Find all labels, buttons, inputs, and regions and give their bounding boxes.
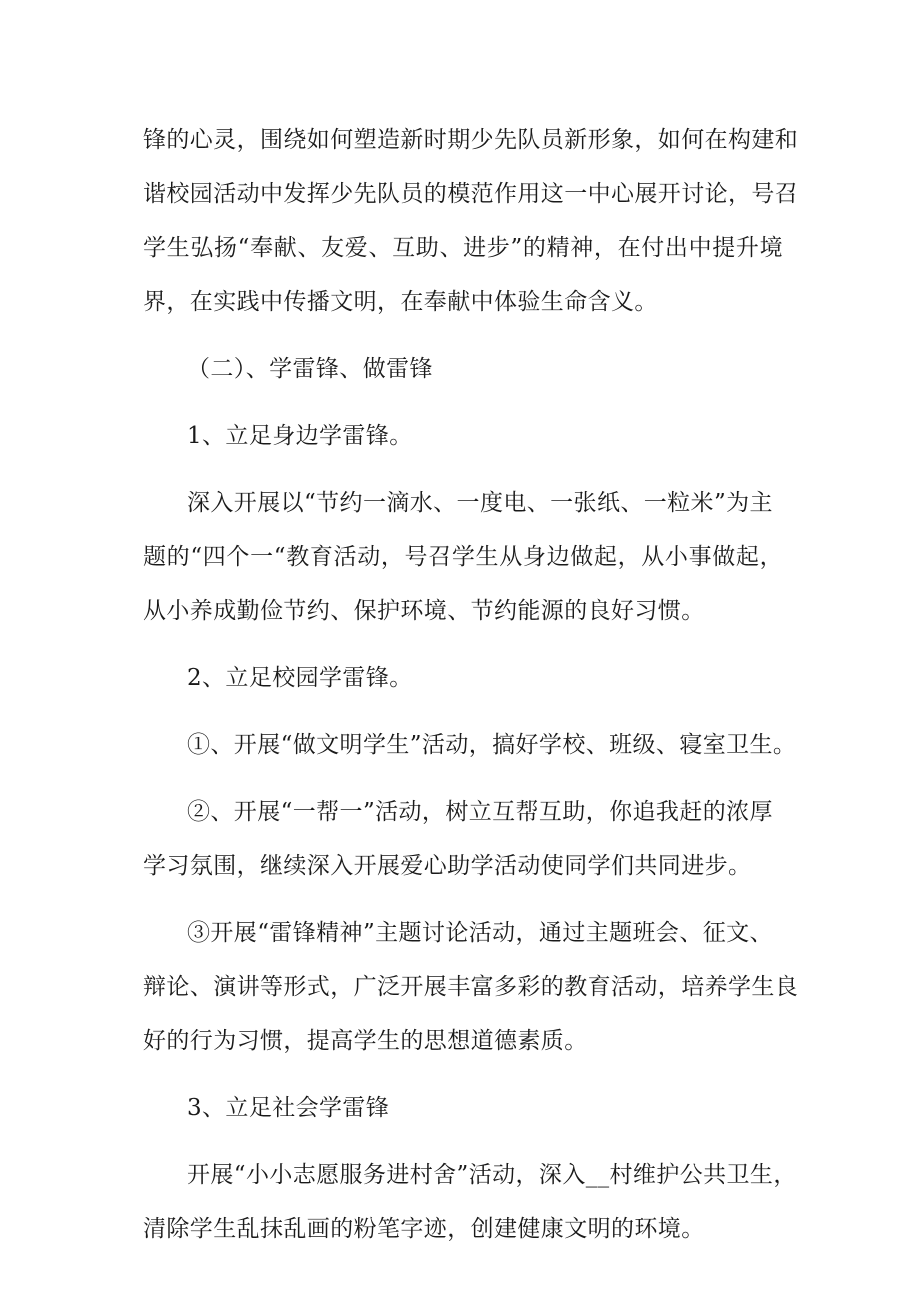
paragraph-line: 学生弘扬“奉献、友爱、互助、进步”的精神，在付出中提升境 (143, 235, 783, 261)
paragraph-line: 题的“四个一“教育活动，号召学生从身边做起，从小事做起， (143, 544, 783, 570)
subsection-heading: 1、立足身边学雷锋。 (187, 423, 413, 449)
paragraph-line: 界，在实践中传播文明，在奉献中体验生命含义。 (143, 289, 658, 315)
subsection-heading: 3、立足社会学雷锋 (187, 1095, 390, 1121)
paragraph-line: 辩论、演讲等形式，广泛开展丰富多彩的教育活动，培养学生良 (143, 974, 799, 1000)
paragraph-line: 清除学生乱抹乱画的粉笔字迹，创建健康文明的环境。 (143, 1216, 705, 1242)
paragraph-line: 学习氛围，继续深入开展爱心助学活动使同学们共同进步。 (143, 853, 752, 879)
paragraph-line: 深入开展以“节约一滴水、一度电、一张纸、一粒米”为主 (187, 490, 773, 516)
paragraph-line: 从小养成勤俭节约、保护环境、节约能源的良好习惯。 (143, 598, 705, 624)
list-item: ③开展“雷锋精神”主题讨论活动，通过主题班会、征文、 (187, 920, 773, 946)
section-heading: （二）、学雷锋、做雷锋 (187, 356, 433, 382)
subsection-heading: 2、立足校园学雷锋。 (187, 665, 413, 691)
paragraph-line: 谐校园活动中发挥少先队员的模范作用这一中心展开讨论，号召 (143, 181, 799, 207)
paragraph-line: 好的行为习惯，提高学生的思想道德素质。 (143, 1028, 588, 1054)
paragraph-line: 开展“小小志愿服务进村舍”活动，深入__村维护公共卫生， (187, 1162, 797, 1188)
list-item: ①、开展“做文明学生”活动，搞好学校、班级、寝室卫生。 (187, 732, 797, 758)
list-item: ②、开展“一帮一”活动，树立互帮互助，你追我赶的浓厚 (187, 799, 773, 825)
paragraph-line: 锋的心灵，围绕如何塑造新时期少先队员新形象，如何在构建和 (143, 127, 799, 153)
